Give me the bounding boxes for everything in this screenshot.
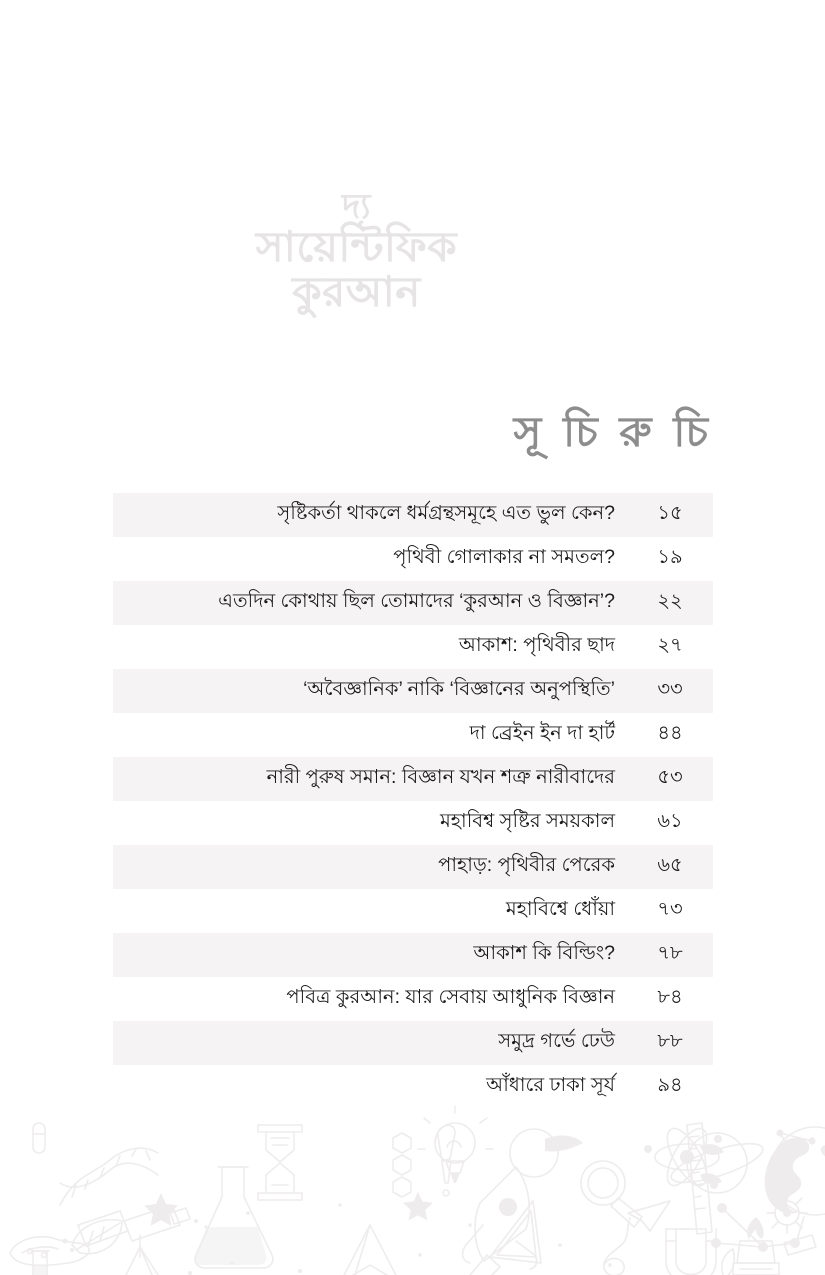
toc-entry-title: আকাশ: পৃথিবীর ছাদ <box>458 634 615 656</box>
bunsen-burner-icon <box>733 1217 779 1275</box>
footer-science-doodle-band <box>0 1105 825 1275</box>
table-row[interactable] <box>113 669 713 713</box>
table-of-contents <box>113 493 713 1109</box>
star-icon <box>144 1193 178 1226</box>
lightbulb-icon <box>418 1106 493 1183</box>
table-row[interactable] <box>113 889 713 933</box>
table-row[interactable] <box>113 625 713 669</box>
table-row[interactable] <box>113 493 713 537</box>
magnifier-circle-icon <box>510 1129 583 1177</box>
molecule-chain-icon <box>393 1133 411 1197</box>
table-row[interactable] <box>113 1021 713 1065</box>
page-title: সূ চি রু চি <box>513 408 713 455</box>
leaf-icon <box>72 1220 122 1254</box>
toc-entry-title: মহাবিশ্ব সৃষ্টির সময়কাল <box>439 810 615 832</box>
table-row[interactable] <box>113 845 713 889</box>
flask-icon <box>194 1167 273 1268</box>
toc-entry-page: ১৯ <box>657 546 683 568</box>
watermark-line-2: সায়েন্টিফিক <box>255 223 458 271</box>
rocket-icon <box>463 1167 537 1275</box>
table-row[interactable] <box>113 713 713 757</box>
toc-entry-page: ৮৪ <box>657 986 683 1008</box>
toc-entry-page: ৮৮ <box>657 1030 683 1052</box>
toc-entry-title: পৃথিবী গোলাকার না সমতল? <box>393 546 615 568</box>
star-icon <box>403 1192 433 1221</box>
globe-icon <box>765 1127 825 1255</box>
toc-entry-title: পবিত্র কুরআন: যার সেবায় আধুনিক বিজ্ঞান <box>286 986 615 1008</box>
ruler-icon <box>687 1123 712 1234</box>
telescope-icon <box>63 1205 191 1275</box>
toc-entry-title: সমুদ্র গর্ভে ঢেউ <box>498 1030 615 1052</box>
table-row[interactable] <box>113 537 713 581</box>
test-tube-icon <box>31 1251 49 1275</box>
magnet-icon <box>666 1229 716 1275</box>
table-row[interactable] <box>113 581 713 625</box>
toc-entry-title: মহাবিশ্বে ধোঁয়া <box>505 898 615 920</box>
toc-entry-page: ৯৪ <box>657 1074 683 1096</box>
atom-icon <box>644 1123 722 1191</box>
table-row[interactable] <box>113 933 713 977</box>
watermark-line-1: দ্য <box>341 187 372 226</box>
pipette-icon <box>438 1125 455 1196</box>
hourglass-icon <box>258 1125 302 1200</box>
toc-entry-page: ৭৮ <box>657 942 683 964</box>
table-row[interactable] <box>113 757 713 801</box>
network-nodes-icon <box>777 1130 816 1159</box>
toc-entry-title: এতদিন কোথায় ছিল তোমাদের ‘কুরআন ও বিজ্ঞান’? <box>218 590 615 612</box>
toc-entry-title: নারী পুরুষ সমান: বিজ্ঞান যখন শত্রু নারীবাদের <box>266 766 615 788</box>
toc-entry-page: ৬১ <box>657 810 683 832</box>
constellation-icon <box>711 1203 800 1252</box>
paper-plane-icon <box>604 1201 670 1275</box>
leaf-icon <box>722 1249 735 1275</box>
amoeba-icon <box>10 1237 89 1266</box>
magnifying-glass-icon <box>581 1161 642 1227</box>
table-row[interactable] <box>113 1065 713 1109</box>
toc-entry-page: ১৫ <box>657 502 683 524</box>
toc-entry-title: আকাশ কি বিল্ডিং? <box>473 942 615 964</box>
toc-entry-page: ২২ <box>657 590 683 612</box>
toc-entry-title: ‘অবৈজ্ঞানিক’ নাকি ‘বিজ্ঞানের অনুপস্থিতি’ <box>303 678 615 700</box>
virus-icon <box>767 1193 807 1233</box>
toc-entry-page: ৪৪ <box>657 722 683 744</box>
toc-entry-page: ৫৩ <box>657 766 683 788</box>
toc-entry-title: আঁধারে ঢাকা সূর্য <box>486 1074 615 1096</box>
toc-entry-page: ৩৩ <box>657 678 683 700</box>
table-row[interactable] <box>113 801 713 845</box>
saturn-planet-icon <box>667 1133 766 1193</box>
dna-helix-icon <box>60 1148 158 1205</box>
pyramid-icon <box>340 1225 400 1275</box>
toc-entry-title: সৃষ্টিকর্তা থাকলে ধর্মগ্রন্থসমূহে এত ভুল কেন? <box>277 502 615 524</box>
toc-entry-title: দা ব্রেইন ইন দা হার্ট <box>469 722 615 744</box>
toc-entry-page: ৬৫ <box>657 854 683 876</box>
toc-entry-page: ২৭ <box>657 634 683 656</box>
triangle-ruler-icon <box>490 1201 541 1263</box>
scattered-dots-decoration <box>188 1203 612 1275</box>
toc-entry-page: ৭৩ <box>657 898 683 920</box>
table-row[interactable] <box>113 977 713 1021</box>
watermark-line-3: কুরআন <box>292 267 421 315</box>
capsule-icon <box>33 1123 45 1153</box>
toc-entry-title: পাহাড়: পৃথিবীর পেরেক <box>438 854 615 876</box>
book-title-watermark <box>0 188 713 314</box>
toc-body <box>113 493 713 1109</box>
